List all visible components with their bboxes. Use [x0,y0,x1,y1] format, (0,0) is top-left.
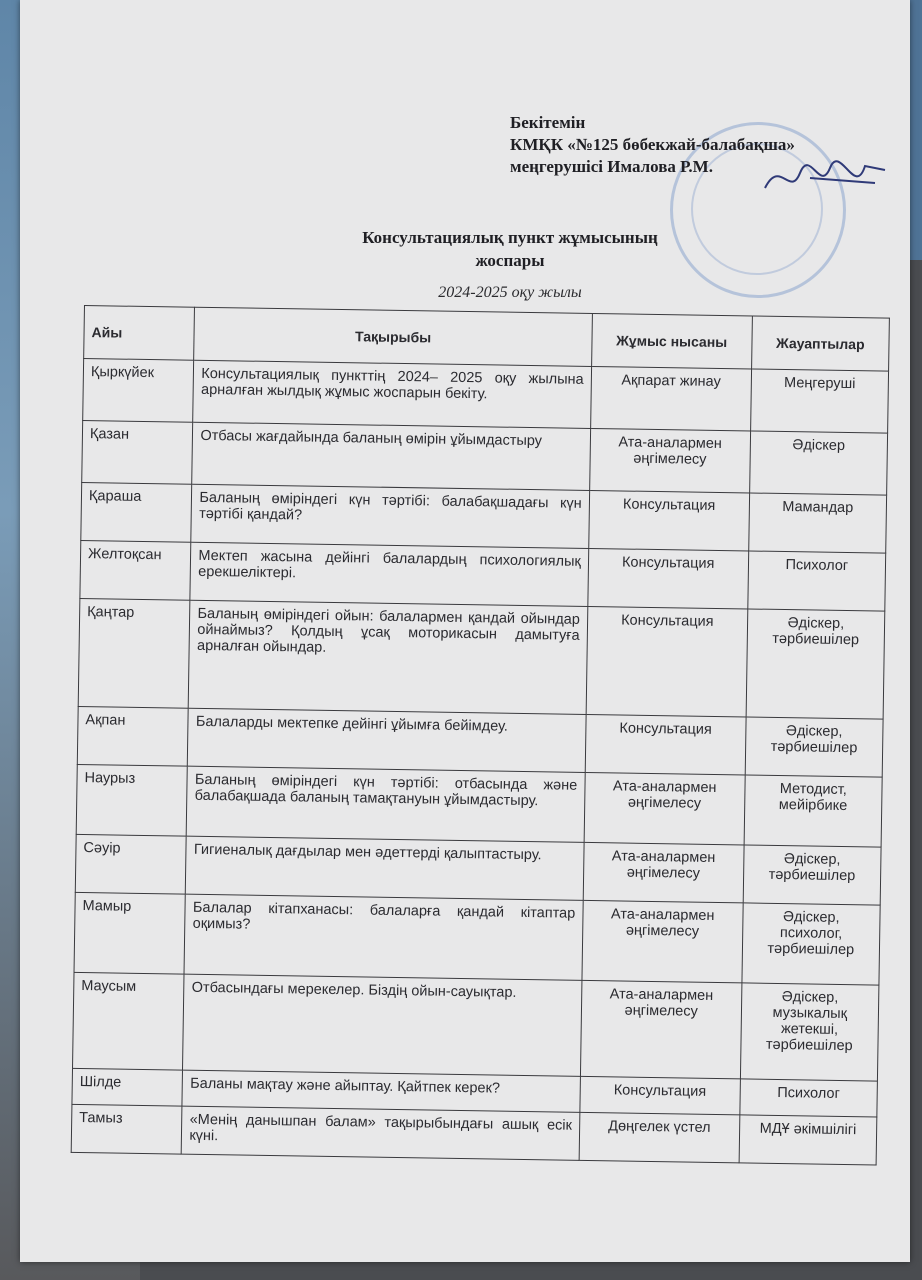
cell-month: Қыркүйек [83,359,194,423]
cell-responsible: Психолог [740,1079,878,1117]
cell-month: Қазан [82,420,193,484]
cell-responsible: Әдіскер, тәрбиешілер [745,717,883,777]
approval-line-1: Бекітемін [510,113,586,132]
approval-line-3: меңгерушісі Ималова Р.М. [510,157,713,176]
cell-topic: Баланың өміріндегі күн тәртібі: балабақшадағы күн тәртібі қандай? [191,484,589,548]
cell-form: Консультация [580,1076,740,1115]
cell-month: Қаңтар [78,598,190,708]
cell-month: Қараша [81,482,192,542]
cell-month: Желтоқсан [80,540,191,600]
cell-responsible: Әдіскер [749,431,887,495]
cell-form: Консультация [586,606,748,716]
cell-responsible: Әдіскер, психолог, тәрбиешілер [742,903,881,985]
cell-topic: Баланы мақтау және айыптау. Қайтпек керек? [182,1070,580,1112]
cell-responsible: Методист, мейірбике [744,775,882,847]
cell-form: Консультация [585,714,746,775]
cell-form: Консультация [588,548,749,609]
title-line-2: жоспары [475,251,545,270]
approval-line-2: КМҚК «№125 бөбекжай-балабақша» [510,135,795,154]
cell-month: Тамыз [71,1104,182,1154]
cell-form: Ата-аналармен әңгімелесу [580,980,741,1079]
cell-topic: Баланың өміріндегі күн тәртібі: отбасында және балабақшада баланың тамақтануын ұйымдастыру. [187,766,585,842]
cell-topic: Балаларды мектепке дейінгі ұйымға бейімдеу. [188,708,586,772]
table-row [73,972,879,1081]
cell-form: Ата-аналармен әңгімелесу [582,900,743,983]
cell-responsible: Әдіскер, тәрбиешілер [743,845,881,905]
document-title [290,226,730,272]
cell-responsible: Меңгеруші [750,369,888,433]
cell-form: Ата-аналармен әңгімелесу [583,842,744,903]
cell-topic: Мектеп жасына дейінгі балалардың психологиялық ерекшеліктері. [190,542,588,606]
table-row [76,764,882,847]
table-row [78,598,885,719]
cell-topic: Отбасындағы мерекелер. Біздің ойын-сауықтар. [183,974,582,1076]
table-body [71,359,888,1166]
cell-responsible: МДҰ әкімшілігі [739,1115,877,1165]
cell-topic: Балалар кітапханасы: балаларға қандай кітаптар оқимыз? [184,894,583,980]
title-line-1: Консультациялық пункт жұмысының [362,228,658,247]
cell-responsible: Мамандар [748,493,886,553]
academic-year: 2024-2025 оқу жылы [438,284,582,301]
cell-form: Ата-аналармен әңгімелесу [584,772,745,845]
approval-header [510,112,890,178]
cell-month: Наурыз [76,764,188,836]
cell-form: Ақпарат жинау [590,366,751,431]
cell-topic: Гигиеналық дағдылар мен әдеттерді қалыптастыру. [186,836,584,900]
cell-form: Ата-аналармен әңгімелесу [589,428,750,493]
cell-month: Шілде [72,1068,183,1106]
cell-month: Сәуір [75,834,186,894]
plan-table [71,305,890,1166]
table-row [74,892,880,985]
cell-month: Маусым [73,972,185,1070]
header-form: Жұмыс нысаны [591,313,752,369]
cell-month: Мамыр [74,892,186,974]
cell-form: Дөңгелек үстел [579,1112,740,1163]
cell-topic: Консультациялық пункттің 2024– 2025 оқу жылына арналған жылдық жұмыс жоспарын бекіту. [193,360,591,428]
cell-topic: «Менің данышпан балам» тақырыбындағы ашық есік күні. [182,1106,580,1160]
header-responsible: Жауаптылар [751,316,889,371]
cell-responsible: Әдіскер, тәрбиешілер [746,609,885,719]
cell-topic: Отбасы жағдайында баланың өмірін ұйымдастыру [192,422,590,490]
cell-responsible: Әдіскер, музыкалық жетекші, тәрбиешілер [740,983,879,1081]
header-topic: Тақырыбы [194,307,592,366]
header-month: Айы [84,306,195,361]
cell-responsible: Психолог [748,551,886,611]
cell-month: Ақпан [77,706,188,766]
cell-form: Консультация [588,490,749,551]
cell-topic: Баланың өміріндегі ойын: балалармен қандай ойындар ойнаймыз? Қолдың ұсақ моторикасын дамытуға арналған ойындар. [189,600,588,714]
